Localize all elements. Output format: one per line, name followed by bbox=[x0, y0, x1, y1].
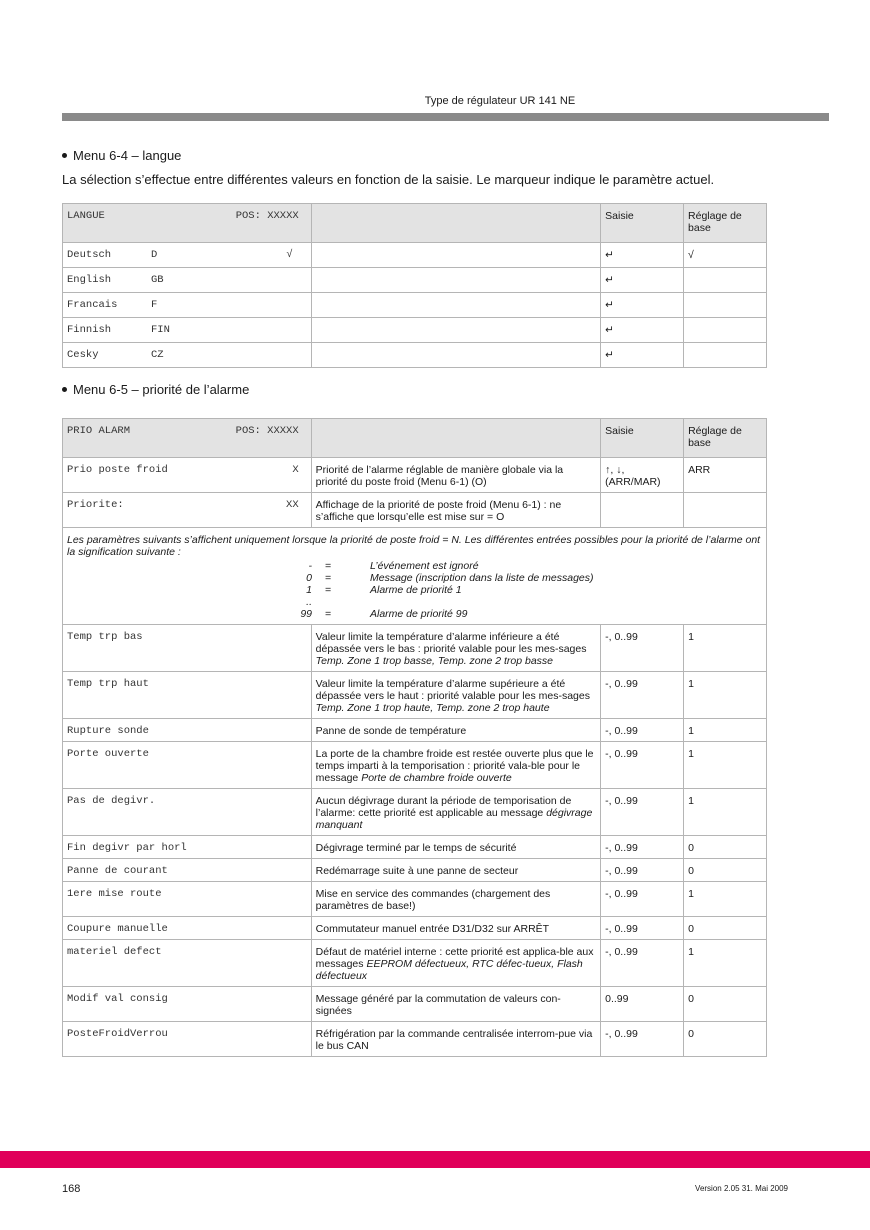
reglage-cell: 0 bbox=[684, 917, 767, 940]
priority-legend-row bbox=[272, 596, 762, 608]
priority-equals: = bbox=[324, 560, 332, 572]
reglage-cell bbox=[684, 493, 767, 528]
param-cell bbox=[63, 940, 312, 987]
param-cell bbox=[63, 458, 312, 493]
param-name: Rupture sonde bbox=[67, 725, 149, 737]
language-name: Cesky bbox=[67, 349, 99, 361]
priority-value: 99 bbox=[300, 608, 312, 620]
table-row bbox=[63, 987, 767, 1022]
priority-equals bbox=[312, 596, 344, 608]
desc-cell bbox=[311, 672, 600, 719]
desc-italic-text: EEPROM défectueux, RTC défec-tueux, Flash défectueux bbox=[315, 958, 583, 982]
table-row bbox=[63, 493, 767, 528]
priority-legend-row bbox=[272, 608, 762, 620]
priority-equals: = bbox=[324, 572, 332, 584]
param-name: materiel defect bbox=[67, 946, 162, 958]
desc-cell bbox=[311, 318, 600, 343]
saisie-cell: -, 0..99 bbox=[601, 940, 684, 987]
param-cell bbox=[63, 836, 312, 859]
param-cell bbox=[63, 293, 312, 318]
param-name: Prio poste froid bbox=[67, 464, 168, 476]
language-code: FIN bbox=[151, 324, 170, 336]
param-name: Temp trp haut bbox=[67, 678, 149, 690]
param-name: Pas de degivr. bbox=[67, 795, 156, 807]
desc-cell bbox=[311, 742, 600, 789]
header-reglage-cell: Réglage de base bbox=[684, 419, 767, 458]
intro-paragraph: La sélection s’effectue entre différentes valeurs en fonction de la saisie. Le marqueur indique le paramètre actuel. bbox=[62, 172, 715, 187]
priority-meaning: Alarme de priorité 99 bbox=[370, 608, 468, 620]
priority-value: .. bbox=[306, 596, 312, 608]
desc-cell: Priorité de l’alarme réglable de manière globale via la priorité du poste froid (Menu 6-1) (O) bbox=[311, 458, 600, 493]
reglage-cell: 0 bbox=[684, 836, 767, 859]
param-cell bbox=[63, 987, 312, 1022]
desc-cell bbox=[311, 1022, 600, 1057]
param-name: 1ere mise route bbox=[67, 888, 162, 900]
priority-meaning: L’événement est ignoré bbox=[370, 560, 479, 572]
heading-text: Menu 6-5 – priorité de l’alarme bbox=[73, 382, 250, 397]
desc-cell bbox=[311, 940, 600, 987]
param-value: X bbox=[292, 464, 299, 476]
desc-cell bbox=[311, 789, 600, 836]
running-header: Type de régulateur UR 141 NE bbox=[424, 95, 576, 107]
desc-italic-text: Temp. Zone 1 trop haute, Temp. zone 2 trop haute bbox=[315, 702, 550, 714]
reglage-cell: 1 bbox=[684, 742, 767, 789]
reglage-cell: 0 bbox=[684, 987, 767, 1022]
reglage-cell: 0 bbox=[684, 859, 767, 882]
table-row bbox=[63, 940, 767, 987]
saisie-cell: ↵ bbox=[601, 318, 684, 343]
reglage-cell: √ bbox=[684, 243, 767, 268]
table-row bbox=[63, 719, 767, 742]
language-table bbox=[62, 203, 767, 368]
reglage-cell: 1 bbox=[684, 940, 767, 987]
table-row bbox=[63, 458, 767, 493]
desc-cell bbox=[311, 719, 600, 742]
header-pos: POS: XXXXX bbox=[235, 210, 299, 222]
desc-text: Dégivrage terminé par le temps de sécurité bbox=[315, 842, 517, 854]
header-desc-cell bbox=[311, 419, 600, 458]
note-row bbox=[63, 528, 767, 625]
reglage-cell bbox=[684, 268, 767, 293]
desc-text: Message généré par la commutation de valeurs con-signées bbox=[315, 993, 561, 1017]
param-cell bbox=[63, 719, 312, 742]
desc-cell bbox=[311, 917, 600, 940]
priority-legend-row bbox=[272, 560, 762, 572]
saisie-cell: ↵ bbox=[601, 293, 684, 318]
priority-equals: = bbox=[324, 584, 332, 596]
language-name: English bbox=[67, 274, 112, 286]
saisie-cell: -, 0..99 bbox=[601, 859, 684, 882]
saisie-cell: -, 0..99 bbox=[601, 789, 684, 836]
priority-value: - bbox=[308, 560, 312, 572]
priority-equals: = bbox=[324, 608, 332, 620]
priority-table bbox=[62, 418, 767, 1057]
desc-cell bbox=[311, 859, 600, 882]
priority-meaning: Alarme de priorité 1 bbox=[370, 584, 462, 596]
language-code: F bbox=[151, 299, 158, 311]
saisie-cell: -, 0..99 bbox=[601, 625, 684, 672]
saisie-cell: ↵ bbox=[601, 243, 684, 268]
desc-cell bbox=[311, 625, 600, 672]
saisie-cell: ↑, ↓, (ARR/MAR) bbox=[601, 458, 684, 493]
reglage-cell bbox=[684, 318, 767, 343]
header-rule bbox=[62, 113, 829, 121]
desc-text: Mise en service des commandes (chargement des paramètres de base!) bbox=[315, 888, 551, 912]
desc-cell bbox=[311, 243, 600, 268]
language-name: Finnish bbox=[67, 324, 112, 336]
desc-text: Défaut de matériel interne : cette priorité est applica-ble aux messages bbox=[315, 946, 594, 970]
desc-text: Valeur limite la température d’alarme inférieure a été dépassée vers le bas : priorité valable pour les mes-sages bbox=[315, 631, 587, 655]
param-name: Temp trp bas bbox=[67, 631, 143, 643]
reglage-cell bbox=[684, 343, 767, 368]
reglage-cell: ARR bbox=[684, 458, 767, 493]
desc-text: La porte de la chambre froide est restée ouverte plus que le temps imparti à la temporisation : priorité vala-ble pour le message bbox=[315, 748, 594, 784]
header-saisie-cell: Saisie bbox=[601, 419, 684, 458]
table-row bbox=[63, 882, 767, 917]
param-cell bbox=[63, 318, 312, 343]
header-label: PRIO ALARM bbox=[67, 425, 131, 437]
desc-italic-text: Porte de chambre froide ouverte bbox=[361, 772, 512, 784]
saisie-cell: ↵ bbox=[601, 343, 684, 368]
reglage-cell: 1 bbox=[684, 672, 767, 719]
desc-italic-text: dégivrage manquant bbox=[315, 807, 593, 831]
saisie-cell: -, 0..99 bbox=[601, 719, 684, 742]
reglage-cell: 0 bbox=[684, 1022, 767, 1057]
reglage-cell: 1 bbox=[684, 882, 767, 917]
saisie-cell: -, 0..99 bbox=[601, 917, 684, 940]
note-text: Les paramètres suivants s’affichent uniquement lorsque la priorité de poste froid = N. Les différentes entrées possibles pour la priorité de l’alarme ont la signification suivante : bbox=[67, 534, 761, 558]
table-row bbox=[63, 268, 767, 293]
desc-text: Panne de sonde de température bbox=[315, 725, 467, 737]
param-cell bbox=[63, 343, 312, 368]
table-row bbox=[63, 789, 767, 836]
desc-cell bbox=[311, 882, 600, 917]
param-cell bbox=[63, 672, 312, 719]
desc-text: Valeur limite la température d’alarme supérieure a été dépassée vers le haut : priorité valable pour les mes-sages bbox=[315, 678, 590, 702]
desc-cell bbox=[311, 836, 600, 859]
priority-legend-row bbox=[272, 572, 762, 584]
param-cell bbox=[63, 917, 312, 940]
table-row bbox=[63, 859, 767, 882]
language-name: Francais bbox=[67, 299, 118, 311]
saisie-cell: -, 0..99 bbox=[601, 672, 684, 719]
desc-italic-text: Temp. Zone 1 trop basse, Temp. zone 2 trop basse bbox=[315, 655, 554, 667]
desc-cell: Affichage de la priorité de poste froid (Menu 6-1) : ne s’affiche que lorsqu’elle est mise sur = O bbox=[311, 493, 600, 528]
param-cell bbox=[63, 859, 312, 882]
reglage-cell: 1 bbox=[684, 719, 767, 742]
language-code: CZ bbox=[151, 349, 164, 361]
desc-text: Commutateur manuel entrée D31/D32 sur ARRÊT bbox=[315, 923, 550, 935]
header-reglage-cell: Réglage de base bbox=[684, 204, 767, 243]
priority-legend-row bbox=[272, 584, 762, 596]
header-pos: POS: XXXXX bbox=[235, 425, 299, 437]
param-cell bbox=[63, 1022, 312, 1057]
language-code: GB bbox=[151, 274, 164, 286]
header-saisie-cell: Saisie bbox=[601, 204, 684, 243]
saisie-cell bbox=[601, 493, 684, 528]
priority-value: 1 bbox=[306, 584, 312, 596]
param-cell bbox=[63, 243, 312, 268]
param-cell bbox=[63, 789, 312, 836]
section-heading-langue bbox=[62, 148, 181, 163]
saisie-cell: 0..99 bbox=[601, 987, 684, 1022]
desc-cell bbox=[311, 293, 600, 318]
param-name: Porte ouverte bbox=[67, 748, 149, 760]
param-name: PosteFroidVerrou bbox=[67, 1028, 168, 1040]
param-cell bbox=[63, 625, 312, 672]
heading-text: Menu 6-4 – langue bbox=[73, 148, 182, 163]
desc-cell bbox=[311, 343, 600, 368]
saisie-cell: -, 0..99 bbox=[601, 742, 684, 789]
table-row bbox=[63, 243, 767, 268]
bullet-icon bbox=[62, 387, 67, 392]
param-cell bbox=[63, 742, 312, 789]
priority-meaning bbox=[344, 596, 762, 608]
priority-value: 0 bbox=[306, 572, 312, 584]
header-desc-cell bbox=[311, 204, 600, 243]
desc-cell bbox=[311, 268, 600, 293]
desc-text: Aucun dégivrage durant la période de temporisation de l’alarme: cette priorité est applicable au message bbox=[315, 795, 572, 819]
language-code: D bbox=[151, 249, 158, 261]
priority-legend bbox=[272, 560, 762, 620]
table-row bbox=[63, 293, 767, 318]
reglage-cell bbox=[684, 293, 767, 318]
desc-text: Réfrigération par la commande centralisée interrom-pue via le bus CAN bbox=[315, 1028, 593, 1052]
saisie-cell: ↵ bbox=[601, 268, 684, 293]
saisie-cell: -, 0..99 bbox=[601, 882, 684, 917]
desc-text: Redémarrage suite à une panne de secteur bbox=[315, 865, 519, 877]
param-cell bbox=[63, 882, 312, 917]
page-number: 168 bbox=[62, 1183, 81, 1195]
desc-cell bbox=[311, 987, 600, 1022]
reglage-cell: 1 bbox=[684, 789, 767, 836]
table-header-row bbox=[63, 419, 767, 458]
saisie-cell: -, 0..99 bbox=[601, 1022, 684, 1057]
param-cell bbox=[63, 493, 312, 528]
header-param-cell bbox=[63, 419, 312, 458]
priority-meaning: Message (inscription dans la liste de messages) bbox=[370, 572, 594, 584]
note-cell bbox=[63, 528, 767, 625]
param-name: Coupure manuelle bbox=[67, 923, 168, 935]
current-marker: √ bbox=[286, 249, 293, 261]
table-row bbox=[63, 343, 767, 368]
param-cell bbox=[63, 268, 312, 293]
param-name: Modif val consig bbox=[67, 993, 168, 1005]
saisie-cell: -, 0..99 bbox=[601, 836, 684, 859]
language-name: Deutsch bbox=[67, 249, 112, 261]
footer-bar bbox=[0, 1151, 870, 1168]
table-row bbox=[63, 836, 767, 859]
param-name: Fin degivr par horl bbox=[67, 842, 187, 854]
header-param-cell bbox=[63, 204, 312, 243]
table-row bbox=[63, 625, 767, 672]
reglage-cell: 1 bbox=[684, 625, 767, 672]
bullet-icon bbox=[62, 153, 67, 158]
param-value: XX bbox=[286, 499, 299, 511]
header-label: LANGUE bbox=[67, 210, 105, 222]
table-row bbox=[63, 318, 767, 343]
table-row bbox=[63, 1022, 767, 1057]
section-heading-prio bbox=[62, 382, 249, 397]
table-row bbox=[63, 672, 767, 719]
param-name: Priorite: bbox=[67, 499, 124, 511]
table-header-row bbox=[63, 204, 767, 243]
param-name: Panne de courant bbox=[67, 865, 168, 877]
table-row bbox=[63, 917, 767, 940]
version-info: Version 2.05 31. Mai 2009 bbox=[695, 1184, 788, 1193]
table-row bbox=[63, 742, 767, 789]
